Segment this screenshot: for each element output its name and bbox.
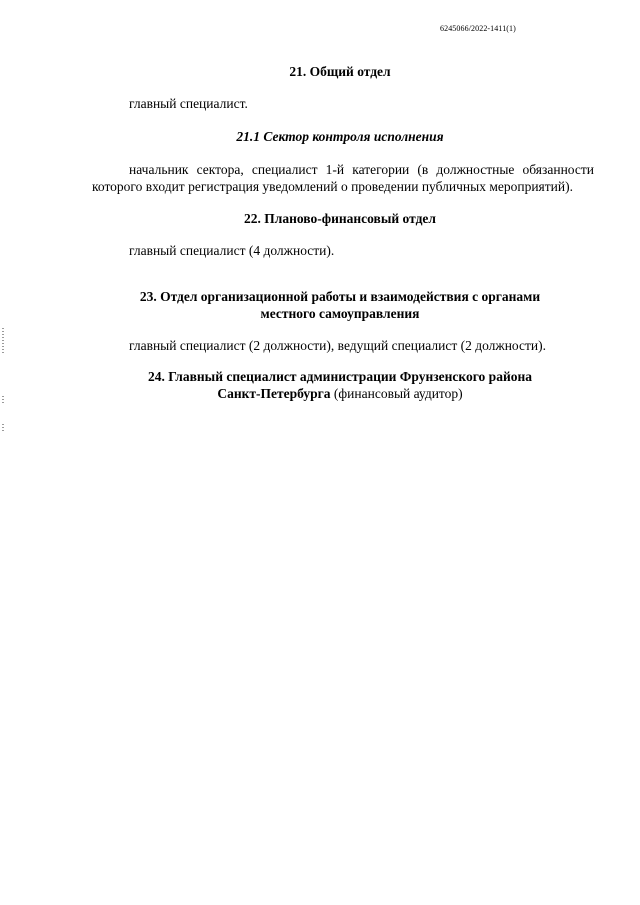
section-22-heading: 22. Планово-финансовый отдел [244,211,436,226]
section-23-text: главный специалист (2 должности), ведущий специалист (2 должности). [129,338,547,353]
section-24-heading-line2 [100,385,580,402]
section-21-text: главный специалист. [129,96,248,111]
section-21-1-text [92,161,594,195]
section-21-1-subheading: 21.1 Сектор контроля исполнения [236,129,444,144]
section-23-heading-line1: 23. Отдел организационной работы и взаимодействия с органами [139,289,541,304]
scan-edge-mark [2,424,4,432]
scan-edge-mark [2,328,4,354]
section-21-heading: 21. Общий отдел [289,64,391,79]
scan-edge-mark [2,396,4,404]
section-24-heading-city: Санкт-Петербурга [217,386,331,401]
section-24-heading-line1: 24. Главный специалист администрации Фрунзенского района [147,369,533,384]
section-24-heading [100,368,580,402]
section-23-heading-line2: местного самоуправления [260,306,420,321]
section-23-heading [100,288,580,322]
section-21-1-text-line1: начальник сектора, специалист 1-й категории (в должностные обязанности [129,162,594,177]
section-21-1-text-line2: которого входит регистрация уведомлений о проведении публичных мероприятий). [92,179,573,194]
document-id: 6245066/2022-1411(1) [440,24,516,33]
section-22-text: главный специалист (4 должности). [129,243,335,258]
section-24-heading-note: (финансовый аудитор) [330,386,463,401]
